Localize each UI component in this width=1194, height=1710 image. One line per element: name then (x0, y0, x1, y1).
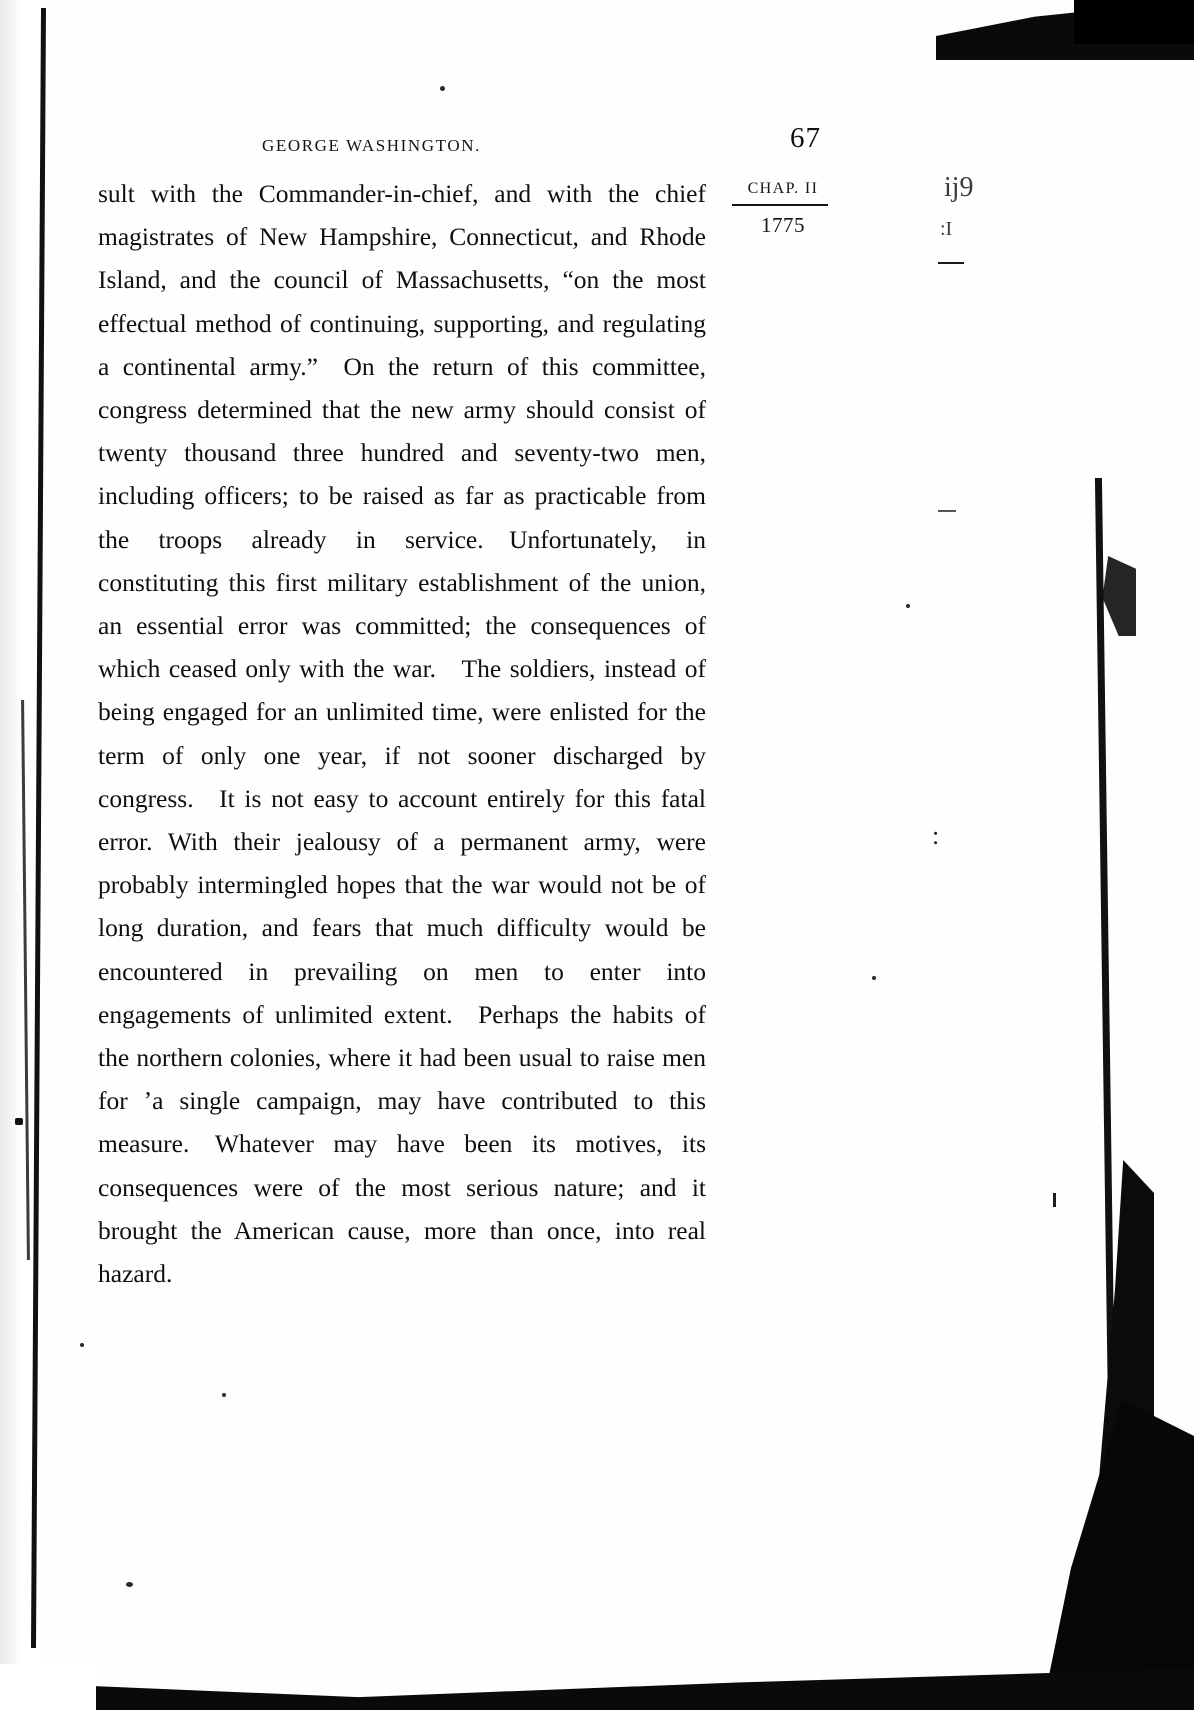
bottom-left-paper (0, 1664, 96, 1710)
marginal-note (728, 180, 838, 238)
dust-speck (126, 1582, 133, 1587)
dust-speck (80, 1343, 84, 1347)
marginal-note-rule (732, 204, 828, 206)
marginal-note-chapter: CHAP. II (747, 180, 819, 197)
bleedthrough-marker: :I (940, 218, 953, 240)
dust-speck (440, 86, 445, 91)
dust-speck (906, 604, 910, 608)
bottom-edge-shadow (0, 1664, 1194, 1710)
body-paragraph: sult with the Commander-in-chief, and with the chief magistrates of New Hampshire, Connecticut, and Rhode Island, and the council of Massachusetts, “on the most effectual method of continuing, supporting, and regulating a continental army.” On the return of this committee, congress determined that the new army should consist of twenty thousand three hundred and seventy-two men, including officers; to be raised as far as practicable from the troops already in service. Unfortunately, in constituting this first military establishment of the union, an essential error was committed; the consequences of which ceased only with the war. The soldiers, instead of being engaged for an unlimited time, were enlisted for the term of only one year, if not sooner discharged by congress. It is not easy to account entirely for this fatal error. With their jealousy of a permanent army, were probably intermingled hopes that the war would not be of long duration, and fears that much difficulty would be encountered in prevailing on men to enter into engagements of unlimited extent. Perhaps the habits of the northern colonies, where it had been usual to raise men for ʼa single campaign, may have contributed to this measure. Whatever may have been its motives, its consequences were of the most serious nature; and it brought the American cause, more than once, into real hazard. (98, 179, 706, 1289)
body-text-column (98, 172, 706, 1295)
top-right-corner-block (1074, 0, 1194, 44)
dust-speck (222, 1393, 226, 1397)
bleedthrough-colon: : (932, 821, 940, 850)
bleedthrough-tick (1053, 1193, 1056, 1207)
marginal-note-year: 1775 (761, 213, 805, 237)
bottom-right-corner-shadow (1044, 1400, 1194, 1700)
bleedthrough-dash (938, 510, 956, 512)
left-edge-shadow (0, 0, 22, 1710)
bleedthrough-rule (938, 262, 964, 264)
bleedthrough-page-number: ĳ9 (944, 172, 974, 203)
left-edge-speck (15, 1118, 23, 1125)
running-head: GEORGE WASHINGTON. (262, 136, 481, 155)
dust-speck (872, 976, 876, 980)
page-number: 67 (790, 122, 821, 154)
right-edge-tear (1088, 556, 1136, 636)
